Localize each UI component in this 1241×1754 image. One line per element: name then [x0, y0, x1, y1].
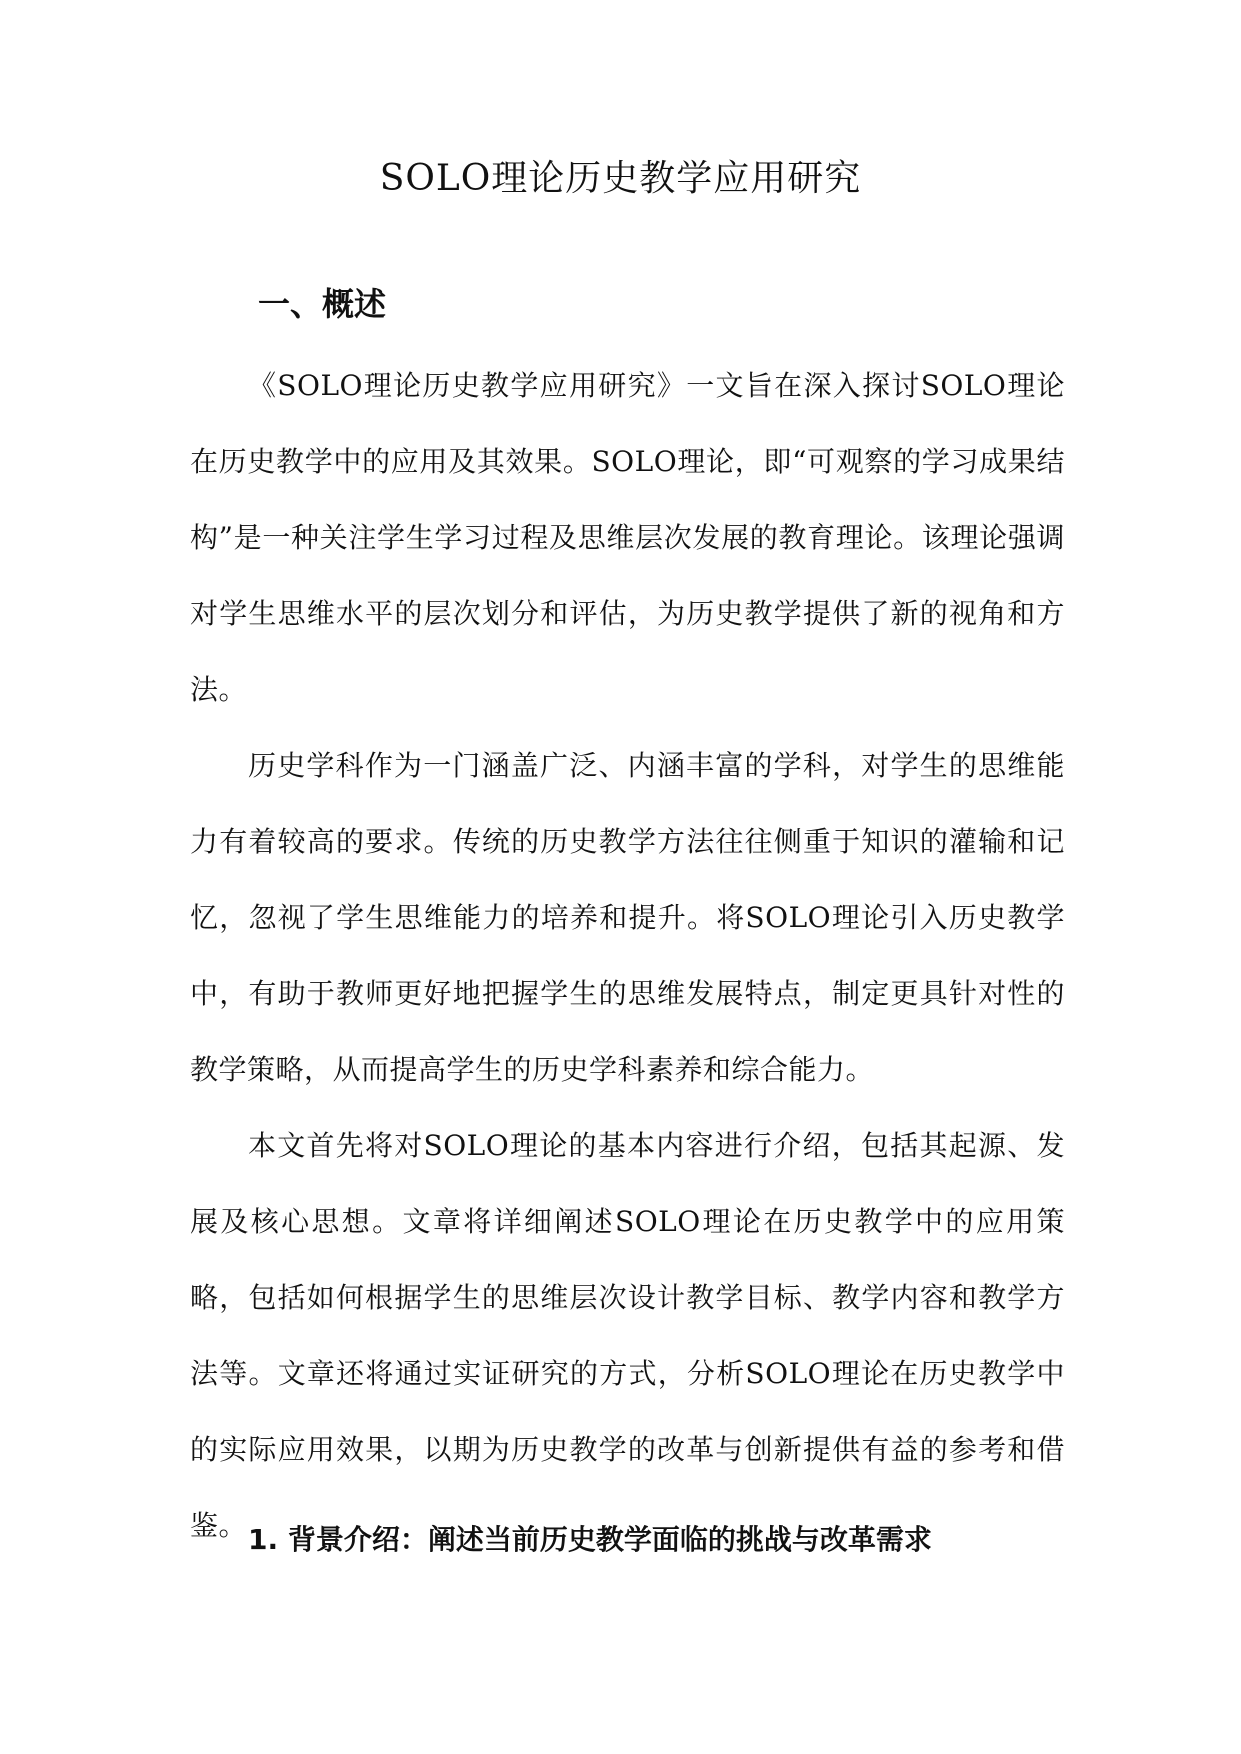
section-heading: 一、概述: [258, 285, 387, 323]
paragraph-overview-3: 本文首先将对SOLO理论的基本内容进行介绍，包括其起源、发展及核心思想。文章将详细阐述SOLO理论在历史教学中的应用策略，包括如何根据学生的思维层次设计教学目标、教学内容和教学方法等。文章还将通过实证研究的方式，分析SOLO理论在历史教学中的实际应用效果，以期为历史教学的改革与创新提供有益的参考和借鉴。: [190, 1129, 1065, 1542]
subsection-heading: 1. 背景介绍：阐述当前历史教学面临的挑战与改革需求: [248, 1523, 932, 1556]
document-title: SOLO理论历史教学应用研究: [379, 158, 862, 199]
paragraph-overview-2: 历史学科作为一门涵盖广泛、内涵丰富的学科，对学生的思维能力有着较高的要求。传统的历史教学方法往往侧重于知识的灌输和记忆，忽视了学生思维能力的培养和提升。将SOLO理论引入历史教学中，有助于教师更好地把握学生的思维发展特点，制定更具针对性的教学策略，从而提高学生的历史学科素养和综合能力。: [190, 749, 1065, 1086]
paragraph-overview-1: 《SOLO理论历史教学应用研究》一文旨在深入探讨SOLO理论在历史教学中的应用及其效果。SOLO理论，即“可观察的学习成果结构”是一种关注学生学习过程及思维层次发展的教育理论。该理论强调对学生思维水平的层次划分和评估，为历史教学提供了新的视角和方法。: [190, 369, 1065, 706]
